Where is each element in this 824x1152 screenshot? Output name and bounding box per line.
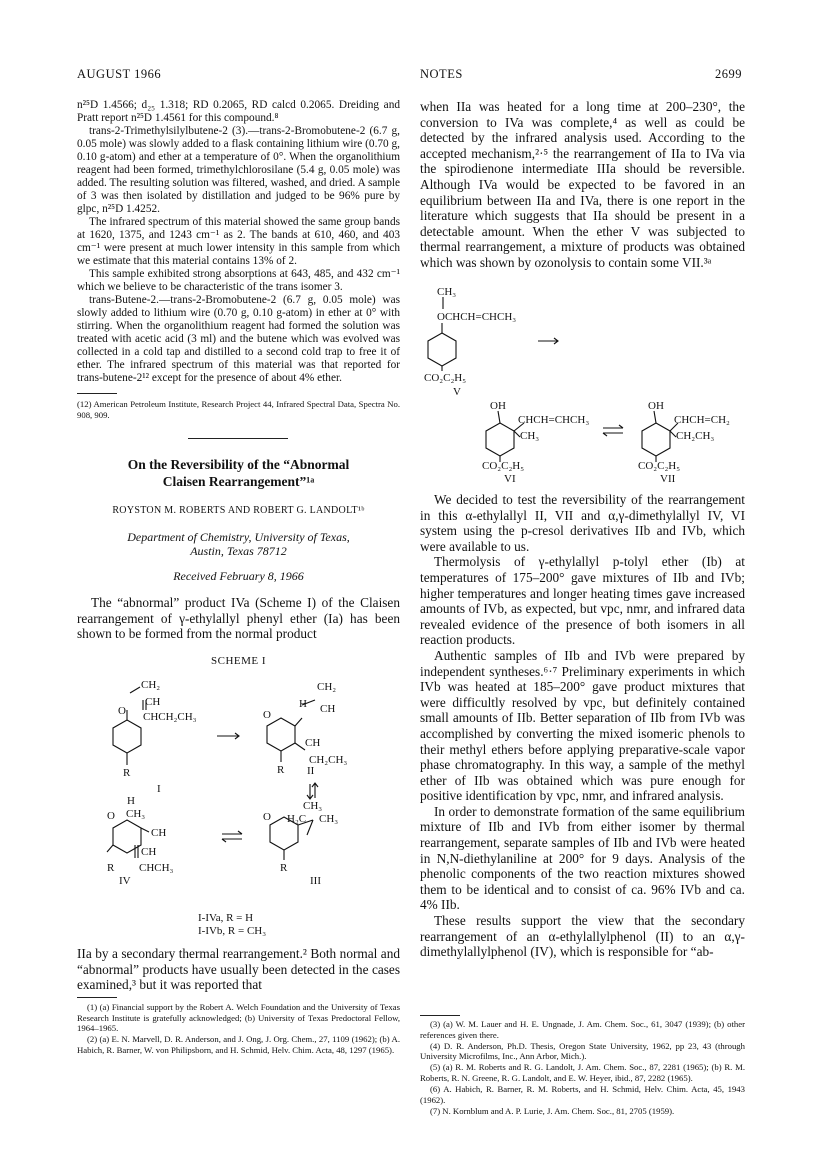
body-para-4: In order to demonstrate formation of the same equilibrium mixture of IIb and IVb from either isomer by thermal rearrangement, separate samples of IIb and IVb were heated in N,N-diethylaniline at 200° for 9 days. Analysis of the phenolic components of the two reaction mixtures showed them to be identical and to consist of ca. 96% IVb and ca. 4% IIb.: [420, 803, 745, 913]
svg-text:CH: CH: [141, 846, 157, 858]
svg-text:CHCH=CHCH₃: CHCH=CHCH₃: [518, 414, 590, 426]
structure-ii-ring: [267, 718, 295, 751]
svg-text:R: R: [280, 862, 288, 874]
svg-text:CH₃: CH₃: [520, 430, 540, 442]
authors: ROYSTON M. ROBERTS AND ROBERT G. LANDOLT¹ᵇ: [112, 505, 365, 516]
experimental-para-4: This sample exhibited strong absorptions at 643, 485, and 432 cm⁻¹ which we believe to be characteristic of the trans isomer 3.: [77, 268, 400, 293]
svg-text:R: R: [123, 767, 131, 779]
received-date: Received February 8, 1966: [173, 569, 304, 583]
running-head-section: NOTES: [420, 67, 463, 81]
svg-text:I: I: [157, 783, 161, 795]
svg-text:III: III: [310, 875, 321, 887]
svg-text:II: II: [307, 765, 315, 777]
experimental-para-3: The infrared spectrum of this material showed the same group bands at 1620, 1375, and 1243 cm⁻¹ as 2. The bands at 610, 460, and 403 cm⁻¹ were present at much lower intensity in this sample from which we estimate that this material contains 13% of 2.: [77, 216, 400, 267]
footnote-7: (7) N. Kornblum and A. P. Lurie, J. Am. Chem. Soc., 81, 2705 (1959).: [430, 1105, 675, 1116]
footnote-1: (1) (a) Financial support by the Robert A. Welch Foundation and the University of Texas Research Institute is gratefully acknowledged; (b) University of Texas Predoctoral Fellow, 1964–1965.: [77, 1002, 400, 1034]
svg-text:CHCH₂CH₃: CHCH₂CH₃: [143, 711, 197, 723]
svg-text:CO₂C₂H₅: CO₂C₂H₅: [424, 372, 467, 384]
svg-text:CO₂C₂H₅: CO₂C₂H₅: [638, 460, 681, 472]
svg-text:CHCH=CH₂: CHCH=CH₂: [674, 414, 730, 426]
svg-text:VII: VII: [660, 473, 676, 485]
svg-text:O: O: [263, 811, 271, 823]
right-body: [420, 492, 745, 960]
svg-text:CH₂: CH₂: [317, 681, 337, 693]
structure-v-ring: [428, 333, 456, 366]
body-para-3: Authentic samples of IIb and IVb were prepared by independent syntheses.⁶·⁷ Preliminary experiments in which IVb was heated at 185–200° gave product mixtures that were difficultly resolved by vpc, but definitely contained small amounts of IIb. Better separation of IIb from IVb was accomplished by converting the mixed isomeric phenols to their methyl ethers before applying preparative-scale vapor phase chromatography. In this way, a sample of the methyl ether of IIb was obtained which was pure enough for positive identification by vpc, nmr, and infrared analysis.: [420, 647, 745, 804]
footnote-rule-left: [77, 997, 117, 998]
structure-v-label: CH₃: [437, 286, 457, 298]
body-para-5: These results support the view that the secondary rearrangement of an α-ethylallylphenol (II) to an α,γ-dimethylallylphenol (IV), which is responsible for “ab-: [420, 913, 745, 960]
body-para-2: Thermolysis of γ-ethylallyl p-tolyl ether (Ib) at temperatures of 175–200° gave mixtures of IIb and IVb; higher temperatures and longer heating times gave increased amounts of IVb, as expected, but vpc, nmr, and infrared data revealed evidence of the presence of both isomers in all reaction products.: [420, 554, 745, 648]
running-head-date: AUGUST 1966: [77, 67, 162, 81]
footnote-4: (4) D. R. Anderson, Ph.D. Thesis, Oregon State University, 1962, pp 23, 43 (through University Microfilms, Inc., Ann Arbor, Mich.).: [420, 1040, 745, 1062]
svg-text:CH: CH: [305, 737, 321, 749]
scheme-title: SCHEME I: [210, 655, 267, 667]
right-top-paragraph: when IIa was heated for a long time at 200–230°, the conversion to IVa was complete,⁴ as well as could be detected by the infrared analysis used. According to the accepted mechanism,²·⁵ the rearrangement of IIa to IVa via the spirodienone intermediate IIIa should be reversible. Although IVa would be expected to be favored in an equilibrium between IIa and IVa, there is one report in the literature which suggests that IIa should be present in a detectable amount. When the ether V was subjected to thermal rearrangement, a mixture of products was obtained which was shown by ozonolysis to contain some VII.³ᵃ: [420, 99, 745, 270]
svg-text:R: R: [107, 862, 115, 874]
svg-text:IV: IV: [119, 875, 131, 887]
structure-iv-ring: [113, 820, 141, 853]
svg-text:VI: VI: [504, 473, 516, 485]
structure-i-ring: [113, 720, 141, 753]
footnote-rule-right: [420, 1015, 460, 1016]
structures-v-vi-vii: [420, 283, 745, 488]
scheme-i-label: CH₂: [141, 679, 161, 691]
structure-vii-label: OH: [648, 400, 664, 412]
footnote-2: (2) (a) E. N. Marvell, D. R. Anderson, and J. Ong, J. Org. Chem., 27, 1109 (1962); (b) A. Habich, R. Barner, W. von Philipsborn, and H. Schmid, Helv. Chim. Acta, 48, 1297 (1965).: [77, 1034, 400, 1055]
scheme-i-figure: [77, 670, 400, 910]
structure-vii-ring: [642, 423, 670, 456]
left-footnotes: [77, 1002, 400, 1056]
right-footnotes: [420, 1019, 745, 1117]
svg-text:O: O: [263, 709, 271, 721]
footnote-6: (6) A. Habich, R. Barner, R. M. Roberts, and H. Schmid, Helv. Chim. Acta, 45, 1943 (1962).: [420, 1084, 745, 1105]
scheme-legend: I-IVa, R = H I-IVb, R = CH₃: [198, 912, 267, 937]
structure-vi-label: OH: [490, 400, 506, 412]
svg-text:CH: CH: [151, 827, 167, 839]
experimental-para-5: trans-Butene-2.—trans-2-Bromobutene-2 (6.7 g, 0.05 mole) was slowly added to lithium wire (0.70 g, 0.10 g-atom) in ether at 0° with stirring. When the organolithium reagent had formed the solution was treated with acetic acid (3 ml) and the butene which was evolved was collected in a cold tap and distilled to a second cold trap to free it of ether. The infrared spectrum of this material was that reported for trans-butene-2¹² except for the presence of about 4% ether.: [77, 294, 400, 384]
svg-text:OCHCH=CHCH₃: OCHCH=CHCH₃: [437, 311, 517, 323]
footnote-12: (12) American Petroleum Institute, Research Project 44, Infrared Spectral Data, Spectra No. 908, 909.: [77, 399, 400, 420]
footnote-5: (5) (a) R. M. Roberts and R. G. Landolt, J. Am. Chem. Soc., 87, 2281 (1965); (b) R. M. Roberts, R. N. Greene, R. G. Landolt, and E. W. Heyer, ibid., 87, 2282 (1965).: [420, 1062, 745, 1083]
svg-text:V: V: [453, 386, 461, 398]
svg-text:CH: CH: [320, 703, 336, 715]
experimental-section: [77, 99, 400, 385]
scheme-iii-label: CH₃: [303, 800, 323, 812]
body-para-1: We decided to test the reversibility of the rearrangement in this α-ethylallyl II, VII and α,γ-dimethylallyl IV, VI system using the p-cresol derivatives IIb and IVb, which were available to us.: [420, 492, 745, 554]
svg-text:R: R: [277, 764, 285, 776]
svg-text:CHCH₃: CHCH₃: [139, 862, 174, 874]
affiliation: Department of Chemistry, University of Texas, Austin, Texas 78712: [127, 530, 350, 558]
page-number: 2699: [715, 67, 742, 81]
intro-paragraph: The “abnormal” product IVa (Scheme I) of the Claisen rearrangement of γ-ethylallyl phenyl ether (Ia) has been shown to be formed from the normal product: [77, 595, 400, 642]
after-scheme-paragraph: IIa by a secondary thermal rearrangement.² Both normal and “abnormal” products have usually been detected in the cases examined,³ but it was reported that: [77, 946, 400, 993]
article-title: On the Reversibility of the “Abnormal Claisen Rearrangement”¹ᵃ: [127, 457, 350, 489]
svg-text:O: O: [107, 810, 115, 822]
structure-vi-ring: [486, 423, 514, 456]
svg-text:CH₂CH₃: CH₂CH₃: [309, 754, 348, 766]
svg-text:CO₂C₂H₅: CO₂C₂H₅: [482, 460, 525, 472]
footnote-rule: [77, 393, 117, 394]
scheme-ii-label: H: [299, 698, 307, 710]
article-divider: [188, 438, 288, 439]
experimental-para-1: n²⁵D 1.4566; d₂₅ 1.318; RD 0.2065, RD calcd 0.2065. Dreiding and Pratt report n²⁵D 1.4561 for this compound.⁸: [77, 99, 400, 124]
scheme-iv-label: H: [127, 795, 135, 807]
svg-text:O: O: [118, 705, 126, 717]
svg-text:H₂C: H₂C: [287, 813, 307, 825]
svg-text:CH₃: CH₃: [126, 808, 146, 820]
svg-text:CH₂CH₃: CH₂CH₃: [676, 430, 715, 442]
footnote-3: (3) (a) W. M. Lauer and H. E. Ungnade, J. Am. Chem. Soc., 61, 3047 (1939); (b) other references given there.: [420, 1019, 745, 1040]
svg-text:CH₃: CH₃: [319, 813, 339, 825]
svg-text:CH: CH: [145, 696, 161, 708]
experimental-para-2: trans-2-Trimethylsilylbutene-2 (3).—trans-2-Bromobutene-2 (6.7 g, 0.05 mole) was slowly added to a flask containing lithium wire (0.70 g, 0.10 g-atom) and ether at a temperature of 0°. When the organolithium reagent had been formed, trimethylchlorosilane (5.4 g, 0.05 mole) was added. The resulting solution was filtered, washed, and dried. A sample of 3 was then isolated by distillation and judged to be 96% pure by glpc, n²⁵D 1.4252.: [77, 125, 400, 215]
